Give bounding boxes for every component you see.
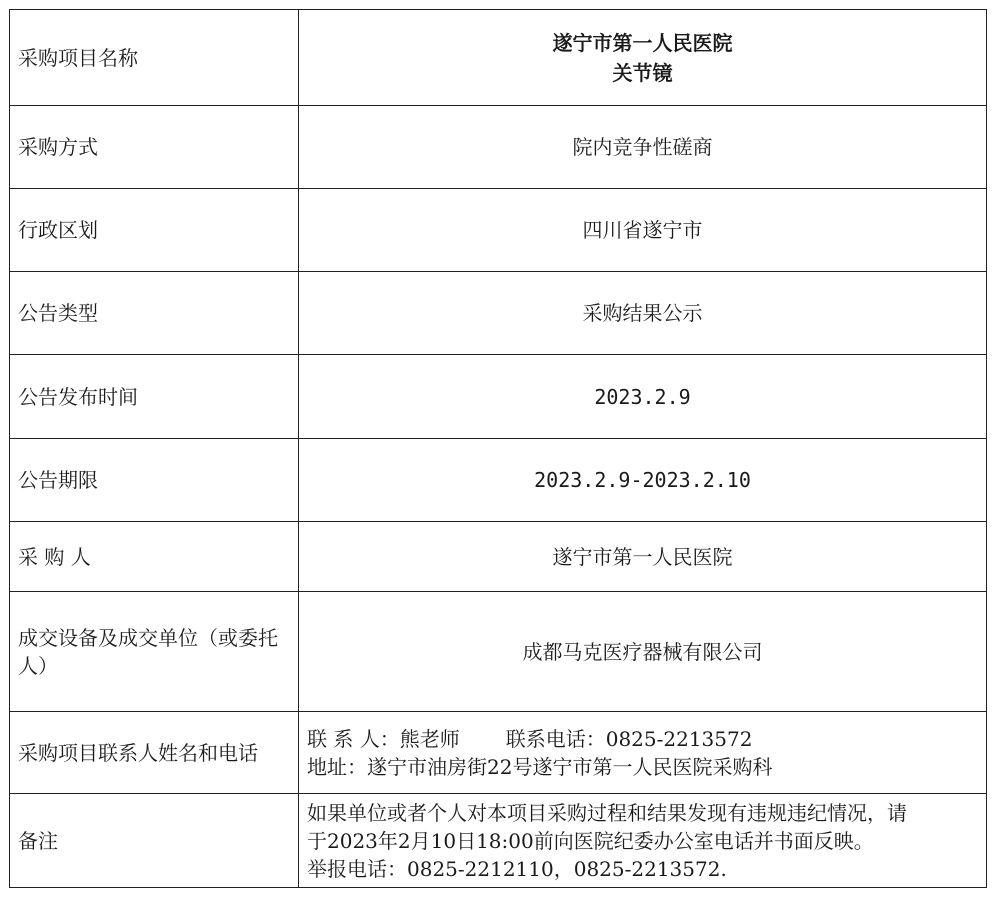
contact-address: 地址：遂宁市油房街22号遂宁市第一人民医院采购科: [307, 754, 773, 779]
contact-person: 联 系 人：熊老师: [307, 726, 460, 751]
row-value-notice-type: 采购结果公示: [299, 272, 987, 355]
row-value-purchaser: 遂宁市第一人民医院: [299, 522, 987, 592]
table-row: [10, 439, 987, 522]
remarks-line-1: 如果单位或者个人对本项目采购过程和结果发现有违规违纪情况，请: [307, 800, 907, 825]
contact-phone: 联系电话：0825-2213572: [505, 726, 753, 751]
procurement-notice-table: [9, 9, 987, 888]
table-row: [10, 10, 987, 106]
table-row: [10, 355, 987, 439]
row-label-notice-period: 公告期限: [10, 439, 299, 522]
table-row: [10, 712, 987, 794]
row-value-remarks: [299, 794, 987, 888]
row-label-remarks: 备注: [10, 794, 299, 888]
row-value-contact: [299, 712, 987, 794]
remarks-line-3: 举报电话：0825-2212110，0825-2213572.: [307, 856, 727, 881]
row-label-publish-date: 公告发布时间: [10, 355, 299, 439]
row-value-region: 四川省遂宁市: [299, 189, 987, 272]
row-value-winning-supplier: 成都马克医疗器械有限公司: [299, 592, 987, 712]
contact-line: [307, 725, 978, 753]
row-label-purchaser: 采 购 人: [10, 522, 299, 592]
row-label-winning-supplier: 成交设备及成交单位（或委托人）: [10, 592, 299, 712]
project-name-line-2: 关节镜: [612, 60, 673, 85]
row-label-project-name: 采购项目名称: [10, 10, 299, 106]
row-value-project-name: [299, 10, 987, 106]
table-row: [10, 272, 987, 355]
table-row: [10, 522, 987, 592]
project-name-line-1: 遂宁市第一人民医院: [552, 30, 733, 55]
row-label-procurement-method: 采购方式: [10, 106, 299, 189]
row-value-publish-date: 2023.2.9: [299, 355, 987, 439]
table-row: [10, 189, 987, 272]
row-value-notice-period: 2023.2.9-2023.2.10: [299, 439, 987, 522]
row-label-region: 行政区划: [10, 189, 299, 272]
table-row: [10, 106, 987, 189]
table-row: [10, 794, 987, 888]
row-label-contact: 采购项目联系人姓名和电话: [10, 712, 299, 794]
row-value-procurement-method: 院内竞争性磋商: [299, 106, 987, 189]
remarks-line-2: 于2023年2月10日18:00前向医院纪委办公室电话并书面反映。: [307, 828, 874, 853]
table-row: [10, 592, 987, 712]
row-label-notice-type: 公告类型: [10, 272, 299, 355]
